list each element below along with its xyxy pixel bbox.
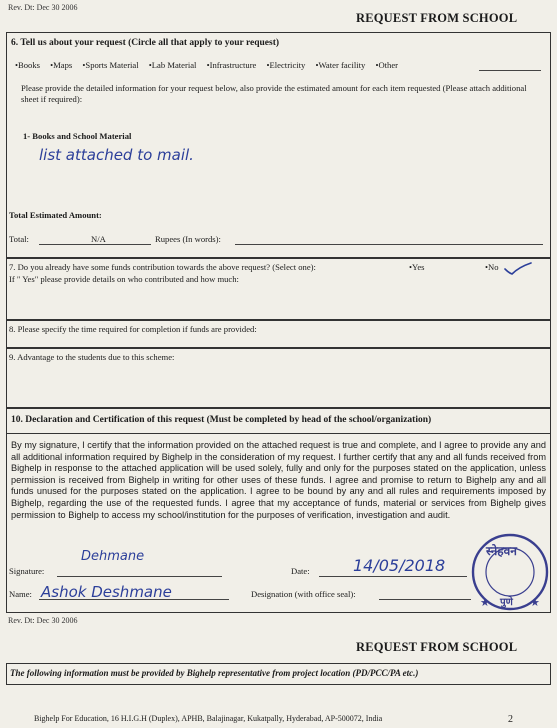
date-hand: 14/05/2018 — [353, 556, 446, 575]
signature-label: Signature: — [9, 566, 45, 576]
page-title: REQUEST FROM SCHOOL — [356, 11, 518, 25]
seal-bottom-text: पुणे — [500, 597, 513, 608]
option-electricity[interactable]: •Electricity — [266, 60, 306, 70]
total-label: Total Estimated Amount: — [9, 210, 102, 220]
option-no[interactable]: •No — [485, 262, 499, 272]
option-yes[interactable]: •Yes — [409, 262, 425, 272]
option-maps[interactable]: •Maps — [50, 60, 73, 70]
option-sports[interactable]: •Sports Material — [82, 60, 139, 70]
declaration-text: By my signature, I certify that the information provided on the attached request is true and complete, and I agree to provide any and all additional information required by Bighelp in the consideration of my request. I further certify that any and all funds received from Bighelp in response to the attached application will be used solely, fully and only for the purposes stated on the application, unless permission is received from Bighelp in writing for other uses of these funds. I agree and promise to return to Bighelp any and all funds unused for the purposes stated on the application. I agree to be bound by any and all rules and requirements imposed by Bighelp, regarding the use of the requested funds. I agree that my acceptance of funds, material or services from Bighelp gives permission to Bighelp to access my school/institution for the purposes of verification, investigation and audit. — [11, 440, 546, 520]
page-number: 2 — [508, 714, 513, 725]
section-7-question: 7. Do you already have some funds contribution towards the above request? (Select one): — [9, 262, 316, 272]
seal-top-text: स्नेहवन — [486, 544, 517, 558]
name-hand: Ashok Deshmane — [41, 583, 172, 601]
item-handwritten: list attached to mail. — [39, 146, 194, 164]
bottom-revision-date: Rev. Dt: Dec 30 2006 — [8, 616, 78, 625]
item-label: 1- Books and School Material — [23, 131, 132, 141]
checkmark-icon — [503, 261, 533, 277]
request-options — [15, 60, 406, 71]
date-line — [319, 576, 467, 577]
section-6-heading: 6. Tell us about your request (Circle all that apply to your request) — [11, 38, 280, 48]
representative-note: The following information must be provided by Bighelp representative from project location (PD/PCC/PA etc.) — [10, 668, 419, 678]
section-9-box — [6, 348, 551, 408]
section-8-box — [6, 320, 551, 348]
rupees-label: Rupees (In words): — [155, 234, 221, 244]
option-other[interactable]: •Other — [375, 60, 399, 70]
name-label: Name: — [9, 589, 32, 599]
option-water[interactable]: •Water facility — [315, 60, 366, 70]
total-prefix: Total: — [9, 234, 29, 244]
rupees-line — [235, 244, 543, 245]
svg-text:★: ★ — [480, 596, 490, 609]
footer-address: Bighelp For Education, 16 H.I.G.H (Duplex), APHB, Balajinagar, Kukatpally, Hyderabad, AP-500072, India — [34, 714, 383, 723]
option-books[interactable]: •Books — [15, 60, 40, 70]
section-10-divider — [7, 433, 550, 434]
total-value: N/A — [91, 234, 106, 244]
other-line — [479, 70, 541, 71]
svg-text:★: ★ — [530, 596, 540, 609]
signature-hand: Dehmane — [81, 549, 145, 564]
request-instruction: Please provide the detailed information for your request below, also provide the estimated amount for each item requested (Please attach additional sheet if required): — [21, 83, 527, 104]
office-seal — [470, 532, 550, 612]
designation-label: Designation (with office seal): — [251, 589, 356, 599]
section-6-box — [6, 32, 551, 258]
section-7-box — [6, 258, 551, 320]
option-infrastructure[interactable]: •Infrastructure — [206, 60, 257, 70]
section-10-heading: 10. Declaration and Certification of this request (Must be completed by head of the school/organization) — [11, 415, 432, 425]
date-label: Date: — [291, 566, 310, 576]
signature-line — [57, 576, 222, 577]
representative-note-box — [6, 663, 551, 685]
revision-date: Rev. Dt: Dec 30 2006 — [8, 3, 78, 12]
designation-line — [379, 599, 471, 600]
option-lab[interactable]: •Lab Material — [148, 60, 197, 70]
bottom-page-title: REQUEST FROM SCHOOL — [356, 640, 518, 654]
section-9-text: 9. Advantage to the students due to this scheme: — [9, 352, 175, 362]
section-7-followup: If " Yes" please provide details on who contributed and how much: — [9, 274, 239, 284]
section-8-text: 8. Please specify the time required for completion if funds are provided: — [9, 324, 257, 334]
